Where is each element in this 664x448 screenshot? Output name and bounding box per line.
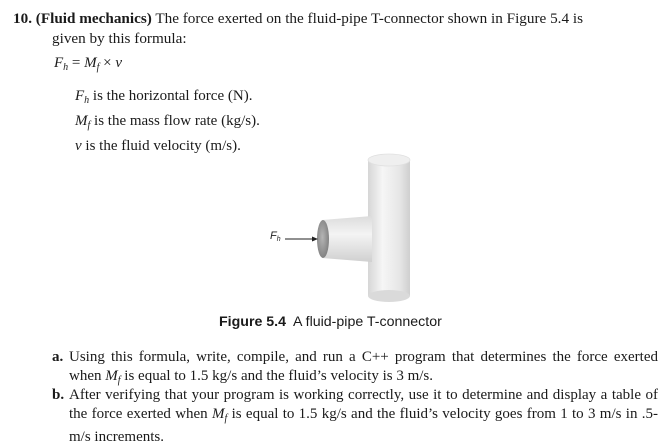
exercise-part-a — [52, 348, 658, 390]
vertical-pipe-bottom — [368, 290, 410, 302]
definition-mf-text: is the mass flow rate (kg/s). — [94, 113, 260, 129]
part-a-text-before: Using this formula, write, compile, and run a C++ program that determines the force exerted when — [69, 349, 658, 384]
part-a-mf-sub: f — [117, 375, 121, 386]
formula-fh-symbol: F — [54, 55, 64, 71]
formula-v-symbol: v — [115, 55, 123, 71]
definition-mf — [75, 111, 260, 136]
part-b-text — [69, 386, 658, 447]
formula-mf-symbol: M — [84, 55, 97, 71]
part-b-mf-symbol: M — [212, 406, 225, 422]
definition-fh — [75, 86, 260, 111]
formula-equals: = — [68, 55, 85, 71]
formula-times: × — [99, 55, 116, 71]
vertical-pipe-top — [368, 154, 410, 166]
formula-mf-sub: f — [96, 62, 100, 73]
arrow-label-sub: h — [276, 236, 281, 243]
definition-v-symbol: v — [75, 138, 82, 154]
definition-v — [75, 136, 260, 156]
part-a-mf-symbol: M — [105, 368, 118, 384]
definition-fh-sub: h — [84, 95, 90, 106]
figure-caption-text: A fluid-pipe T-connector — [293, 314, 442, 330]
variable-definitions — [75, 86, 260, 156]
force-arrow-label — [270, 230, 281, 243]
part-b-mf-sub: f — [224, 413, 228, 424]
definition-fh-text: is the horizontal force (N). — [89, 88, 253, 104]
part-a-text-after: is equal to 1.5 kg/s and the fluid’s velocity is 3 m/s. — [120, 368, 434, 384]
problem-number: 10. — [13, 10, 32, 27]
problem-intro-line2: given by this formula: — [52, 30, 187, 47]
figure-caption-label: Figure 5.4 — [219, 314, 287, 330]
part-b-text-after: is equal to 1.5 kg/s and the fluid’s velocity goes from 1 to 3 m/s in .5-m/s increments. — [69, 406, 658, 445]
part-b-text-before: After verifying that your program is working correctly, use it to determine and display a table of the force exerted when — [69, 387, 658, 422]
definition-mf-symbol: M — [75, 113, 88, 129]
figure-caption — [219, 313, 442, 331]
definition-fh-symbol: F — [75, 88, 85, 104]
formula-fh-sub: h — [63, 62, 69, 73]
problem-statement — [13, 9, 653, 29]
definition-v-text: is the fluid velocity (m/s). — [81, 138, 241, 154]
force-arrow-head — [312, 237, 318, 242]
vertical-pipe — [368, 160, 410, 300]
pipe-end-cap — [317, 220, 329, 258]
problem-intro: The force exerted on the fluid-pipe T-connector shown in Figure 5.4 is — [155, 10, 583, 27]
part-a-marker: a. — [52, 349, 64, 365]
definition-mf-sub: f — [87, 120, 91, 131]
force-formula — [54, 53, 122, 78]
part-b-marker: b. — [52, 387, 65, 403]
part-a-text — [69, 348, 658, 390]
arrow-label-f: F — [270, 230, 277, 242]
problem-topic: (Fluid mechanics) — [35, 10, 152, 27]
exercise-part-b — [52, 386, 658, 447]
horizontal-pipe — [322, 216, 372, 262]
